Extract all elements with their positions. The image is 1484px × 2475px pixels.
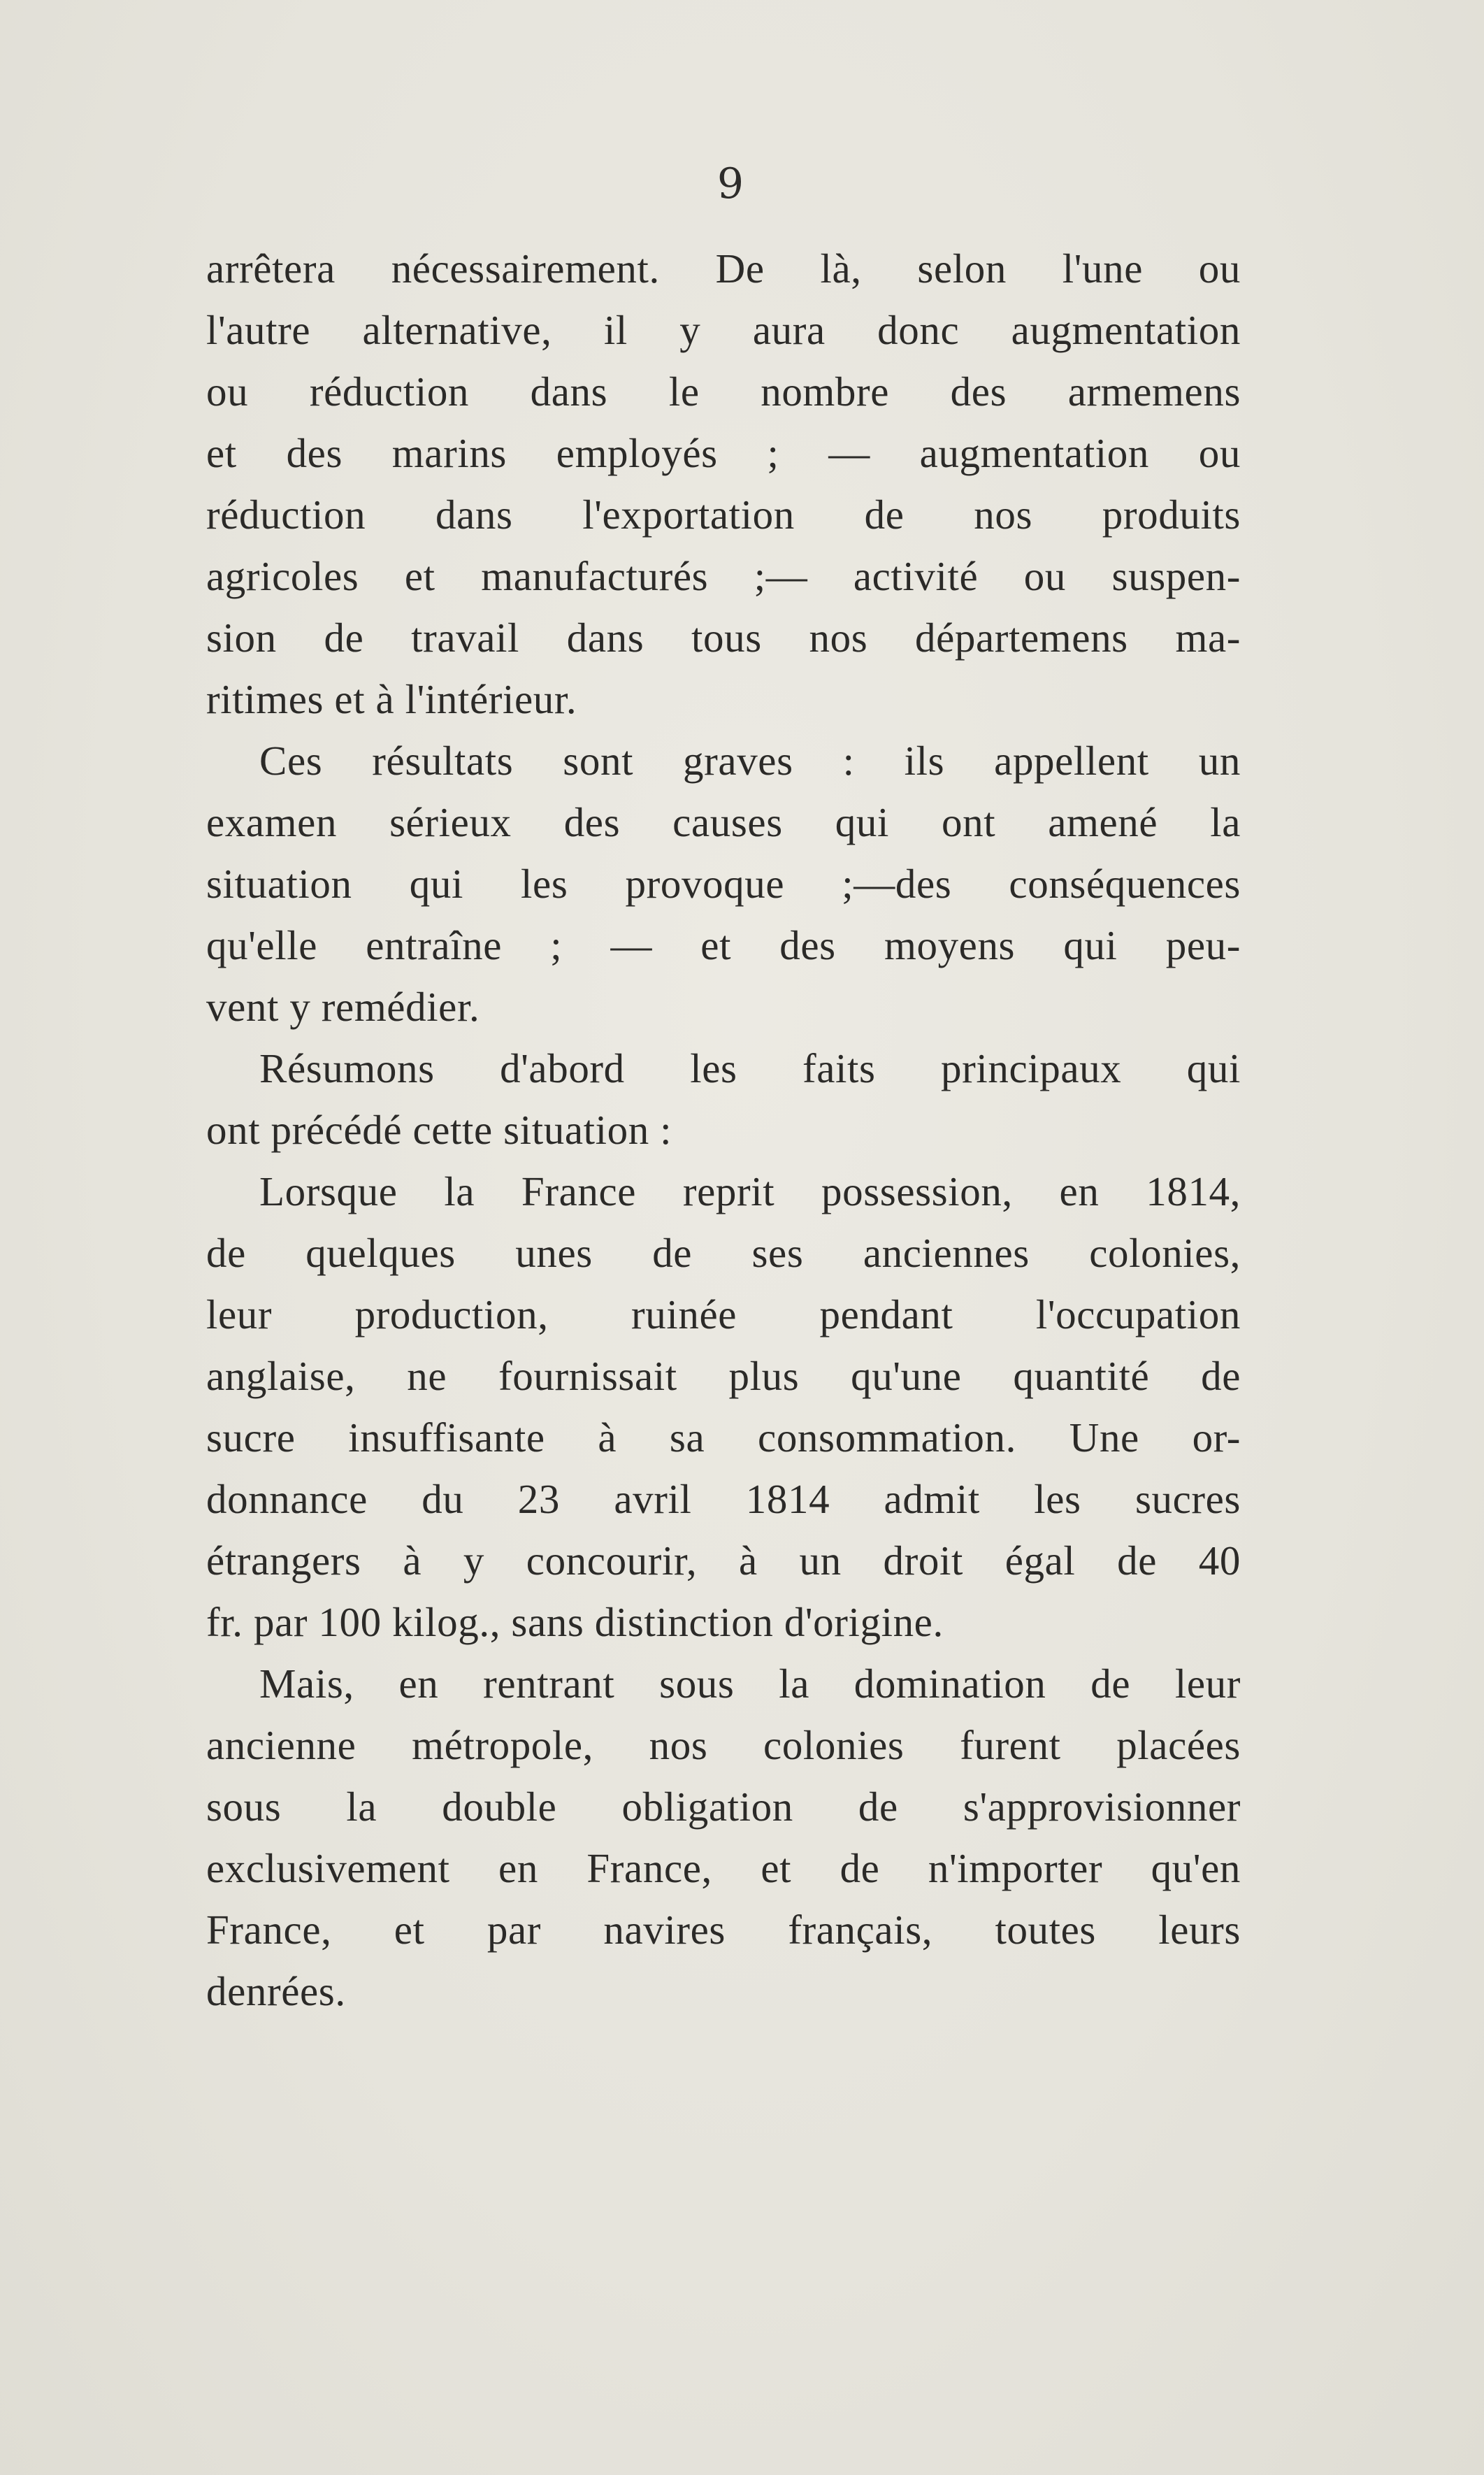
text-line: ritimes et à l'intérieur.: [206, 676, 577, 722]
text-line: sous la double obligation de s'approvisionner: [206, 1784, 1241, 1830]
text-line: Résumons d'abord les faits principaux qui: [259, 1045, 1241, 1091]
text-line: arrêtera nécessairement. De là, selon l'une ou: [206, 245, 1241, 292]
text-line: vent y remédier.: [206, 984, 480, 1030]
text-line: sucre insuffisante à sa consommation. Une or-: [206, 1414, 1241, 1461]
text-line: denrées.: [206, 1968, 346, 2014]
text-line: l'autre alternative, il y aura donc augmentation: [206, 307, 1241, 353]
text-line: et des marins employés ; — augmentation ou: [206, 430, 1241, 476]
text-line: de quelques unes de ses anciennes colonies,: [206, 1230, 1241, 1276]
text-line: anglaise, ne fournissait plus qu'une quantité de: [206, 1353, 1241, 1399]
text-line: fr. par 100 kilog., sans distinction d'origine.: [206, 1599, 944, 1645]
text-line: qu'elle entraîne ; — et des moyens qui peu-: [206, 922, 1241, 968]
text-line: ont précédé cette situation :: [206, 1107, 672, 1153]
text-line: réduction dans l'exportation de nos produits: [206, 492, 1241, 538]
text-line: agricoles et manufacturés ;— activité ou suspen-: [206, 553, 1241, 599]
text-line: leur production, ruinée pendant l'occupation: [206, 1291, 1241, 1337]
text-line: situation qui les provoque ;—des conséquences: [206, 861, 1241, 907]
text-line: donnance du 23 avril 1814 admit les sucres: [206, 1476, 1241, 1522]
text-line: France, et par navires français, toutes leurs: [206, 1907, 1241, 1953]
text-line: étrangers à y concourir, à un droit égal de 40: [206, 1537, 1241, 1584]
text-line: Mais, en rentrant sous la domination de leur: [259, 1660, 1241, 1707]
text-line: ancienne métropole, nos colonies furent placées: [206, 1722, 1241, 1768]
body-text: [206, 238, 1241, 2022]
text-line: examen sérieux des causes qui ont amené la: [206, 799, 1241, 845]
text-line: Ces résultats sont graves : ils appellent un: [259, 738, 1241, 784]
text-line: ou réduction dans le nombre des armemens: [206, 368, 1241, 415]
text-line: exclusivement en France, et de n'importer qu'en: [206, 1845, 1241, 1891]
text-line: Lorsque la France reprit possession, en 1814,: [259, 1168, 1241, 1214]
text-line: sion de travail dans tous nos départemens ma-: [206, 615, 1241, 661]
page-number: 9: [716, 159, 744, 208]
